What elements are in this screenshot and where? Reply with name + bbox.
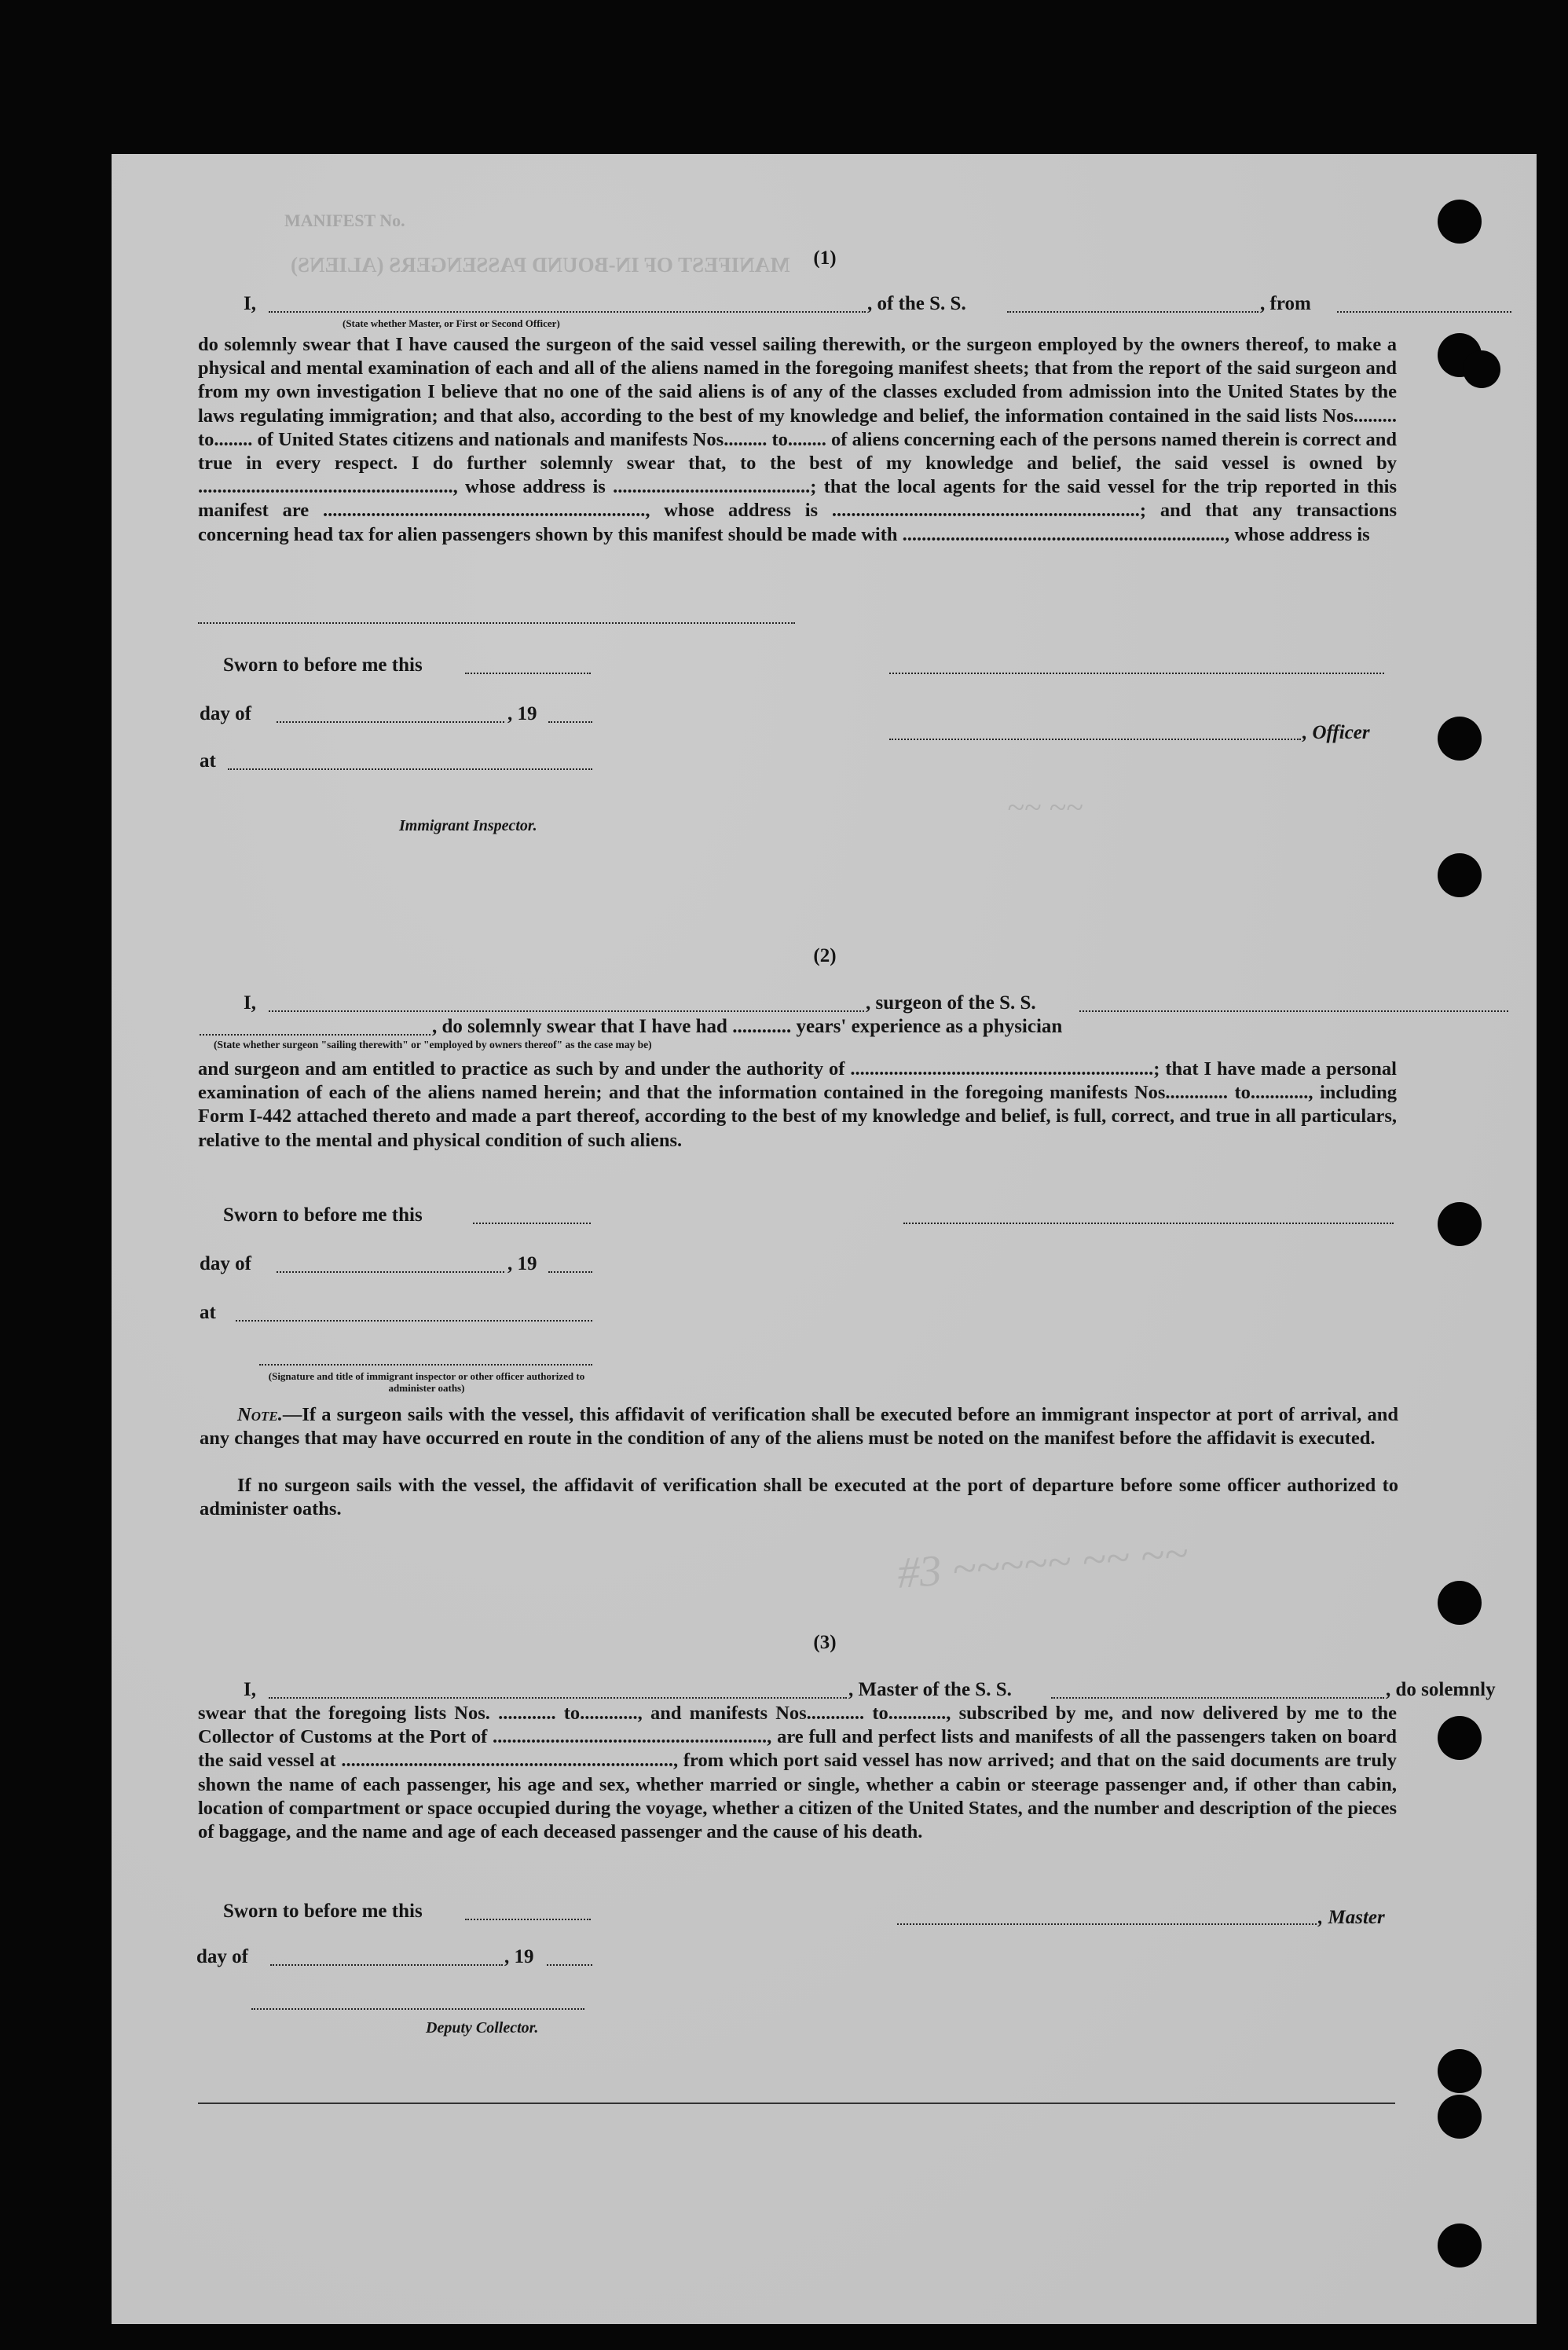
- faint-handwriting-2: #3 ~~~~~ ~~ ~~: [896, 1529, 1190, 1598]
- section2-at-label: at: [200, 1302, 216, 1323]
- master-signature-blank[interactable]: [897, 1923, 1317, 1925]
- bottom-rule: [198, 2103, 1395, 2104]
- section1-sworn-text: Sworn to before me this: [223, 654, 423, 676]
- surgeon-name-blank[interactable]: [269, 1010, 864, 1012]
- surgeon-status-note: (State whether surgeon "sailing therewith" or "employed by owners thereof" as the case may be): [214, 1039, 652, 1050]
- binding-hole: [1438, 1716, 1482, 1760]
- immigrant-inspector-label: Immigrant Inspector.: [399, 817, 537, 834]
- section1-number: (1): [813, 247, 837, 269]
- binding-hole: [1438, 2049, 1482, 2093]
- departure-port-blank[interactable]: [1337, 311, 1511, 313]
- surgeon-signature-blank[interactable]: [903, 1223, 1394, 1224]
- manifest-back-page: [112, 154, 1537, 2324]
- section2-ship-blank[interactable]: [1079, 1010, 1508, 1012]
- section1-i-label: I,: [244, 293, 256, 314]
- section1-year-label: , 19: [507, 703, 537, 724]
- section3-master-label: , Master of the S. S.: [848, 1679, 1012, 1700]
- surgeon-status-blank[interactable]: [200, 1034, 430, 1036]
- section3-solemnly-label: , do solemnly: [1386, 1679, 1496, 1700]
- ship-name-blank[interactable]: [1007, 311, 1258, 313]
- section2-experience-line: , do solemnly swear that I have had ............ years' experience as a physician: [432, 1016, 1063, 1037]
- officer-title-blank[interactable]: [889, 739, 1301, 740]
- section3-ship-blank[interactable]: [1051, 1697, 1384, 1699]
- section2-place-blank[interactable]: [236, 1320, 592, 1322]
- section3-year-label: , 19: [504, 1946, 534, 1967]
- section3-sworn-text: Sworn to before me this: [223, 1901, 423, 1922]
- collector-signature-blank[interactable]: [251, 2008, 584, 2010]
- faint-handwriting-1: ~~ ~~: [1007, 790, 1083, 825]
- section1-address-blank[interactable]: [198, 622, 795, 624]
- section1-at-label: at: [200, 750, 216, 772]
- officer-signature-blank[interactable]: [889, 673, 1384, 674]
- section3-day-of-label: day of: [196, 1946, 248, 1967]
- master-name-blank[interactable]: [269, 311, 866, 313]
- section2-year-label: , 19: [507, 1253, 537, 1274]
- inspector-signature-blank[interactable]: [259, 1364, 592, 1366]
- binding-hole: [1438, 853, 1482, 897]
- section1-day-of-label: day of: [200, 703, 251, 724]
- section3-month-blank[interactable]: [270, 1964, 503, 1966]
- section1-year-blank[interactable]: [548, 721, 592, 723]
- section3-number: (3): [813, 1632, 837, 1653]
- deputy-collector-label: Deputy Collector.: [426, 2019, 539, 2037]
- binding-hole: [1438, 2224, 1482, 2268]
- no-surgeon-note: If no surgeon sails with the vessel, the affidavit of verification shall be executed at the port of departure before some officer authorized to administer oaths.: [200, 1475, 1398, 1520]
- note-body: —If a surgeon sails with the vessel, this affidavit of verification shall be executed before an immigrant inspector at port of arrival, and any changes that may have occurred en route in the condition of any of the aliens must be noted on the manifest before the affidavit is executed.: [200, 1404, 1398, 1450]
- master-officer-note: (State whether Master, or First or Second Officer): [343, 317, 560, 329]
- section1-oath-text: do solemnly swear that I have caused the surgeon of the said vessel sailing therewith, or the surgeon employed by the owners thereof, to make a physical and mental examination of each and all of the aliens named in the foregoing manifest sheets; that from the report of the said surgeon and from my own investigation I believe that no one of the said aliens is of any of the classes excluded from admission into the United States by the laws regulating immigration; and that also, according to the best of my knowledge and belief, the information contained in the said lists Nos......... to........ of United States citizens and nationals and manifests Nos......... to........ of aliens concerning each of the persons named therein is correct and true in every respect. I do further solemnly swear that, to the best of my knowledge and belief, the said vessel is owned by ....................................................., whose address is .........................................; that the local agents for the said vessel for the trip reported in this manifest are ..................................................................., whose address is ................................................................; and that any transactions concerning head tax for alien passengers shown by this manifest should be made with ..................................................................., whose address is: [198, 334, 1397, 545]
- section1-from-label: , from: [1260, 293, 1311, 314]
- binding-hole: [1438, 1202, 1482, 1246]
- section3-oath-text: swear that the foregoing lists Nos. ............ to............, and manifests Nos............ to............, subscribed by me, and now delivered by me to the Collector of Customs at the Port of ........................................................., are full and perfect lists and manifests of all the passengers taken on board the said vessel at ....................................................................., from which port said vessel has now arrived; and that on the said documents are truly shown the name of each passenger, his age and sex, whether married or single, whether a cabin or steerage passenger and, if other than cabin, location of compartment or space occupied during the voyage, whether a citizen of the United States, and the number and description of the pieces of baggage, and the name and age of each deceased passenger and the cause of his death.: [198, 1703, 1397, 1843]
- officer-label: , Officer: [1302, 722, 1370, 743]
- binding-hole: [1438, 200, 1482, 244]
- section3-year-blank[interactable]: [547, 1964, 592, 1966]
- section2-day-of-label: day of: [200, 1253, 251, 1274]
- section2-year-blank[interactable]: [548, 1271, 592, 1273]
- inspector-signature-note: (Signature and title of immigrant inspector or other officer authorized to administer oaths): [268, 1370, 585, 1394]
- binding-hole: [1438, 2095, 1482, 2139]
- binding-hole: [1463, 350, 1500, 388]
- section2-surgeon-label: , surgeon of the S. S.: [866, 992, 1036, 1014]
- section2-sworn-date-blank[interactable]: [473, 1223, 591, 1224]
- faint-manifest-number: MANIFEST No.: [284, 211, 405, 230]
- section2-sworn-text: Sworn to before me this: [223, 1204, 423, 1226]
- section2-number: (2): [813, 945, 837, 966]
- section2-month-blank[interactable]: [277, 1271, 504, 1273]
- master-name-blank-3[interactable]: [269, 1697, 847, 1699]
- binding-hole: [1438, 1581, 1482, 1625]
- section1-of-ss-label: , of the S. S.: [867, 293, 966, 314]
- binding-hole: [1438, 717, 1482, 761]
- section1-place-blank[interactable]: [228, 768, 592, 770]
- faint-mirrored-title: MANIFEST OF IN-BOUND PASSENGERS (ALIENS): [291, 253, 790, 277]
- note-label: Note.: [237, 1404, 283, 1425]
- section3-sworn-date-blank[interactable]: [465, 1919, 591, 1920]
- section1-month-blank[interactable]: [277, 721, 504, 723]
- section3-i-label: I,: [244, 1679, 256, 1700]
- surgeon-note-paragraph: [200, 1403, 1398, 1450]
- master-label: , Master: [1318, 1907, 1385, 1928]
- section2-i-label: I,: [244, 992, 256, 1014]
- section1-sworn-date-blank[interactable]: [465, 673, 591, 674]
- section2-oath-text: and surgeon and am entitled to practice as such by and under the authority of ...............................................................; that I have made a personal examination of each of the aliens named herein; and that the information contained in the foregoing manifests Nos............. to............, including Form I-442 attached thereto and made a part thereof, according to the best of my knowledge and belief, is full, correct, and true in all particulars, relative to the mental and physical condition of such aliens.: [198, 1058, 1397, 1151]
